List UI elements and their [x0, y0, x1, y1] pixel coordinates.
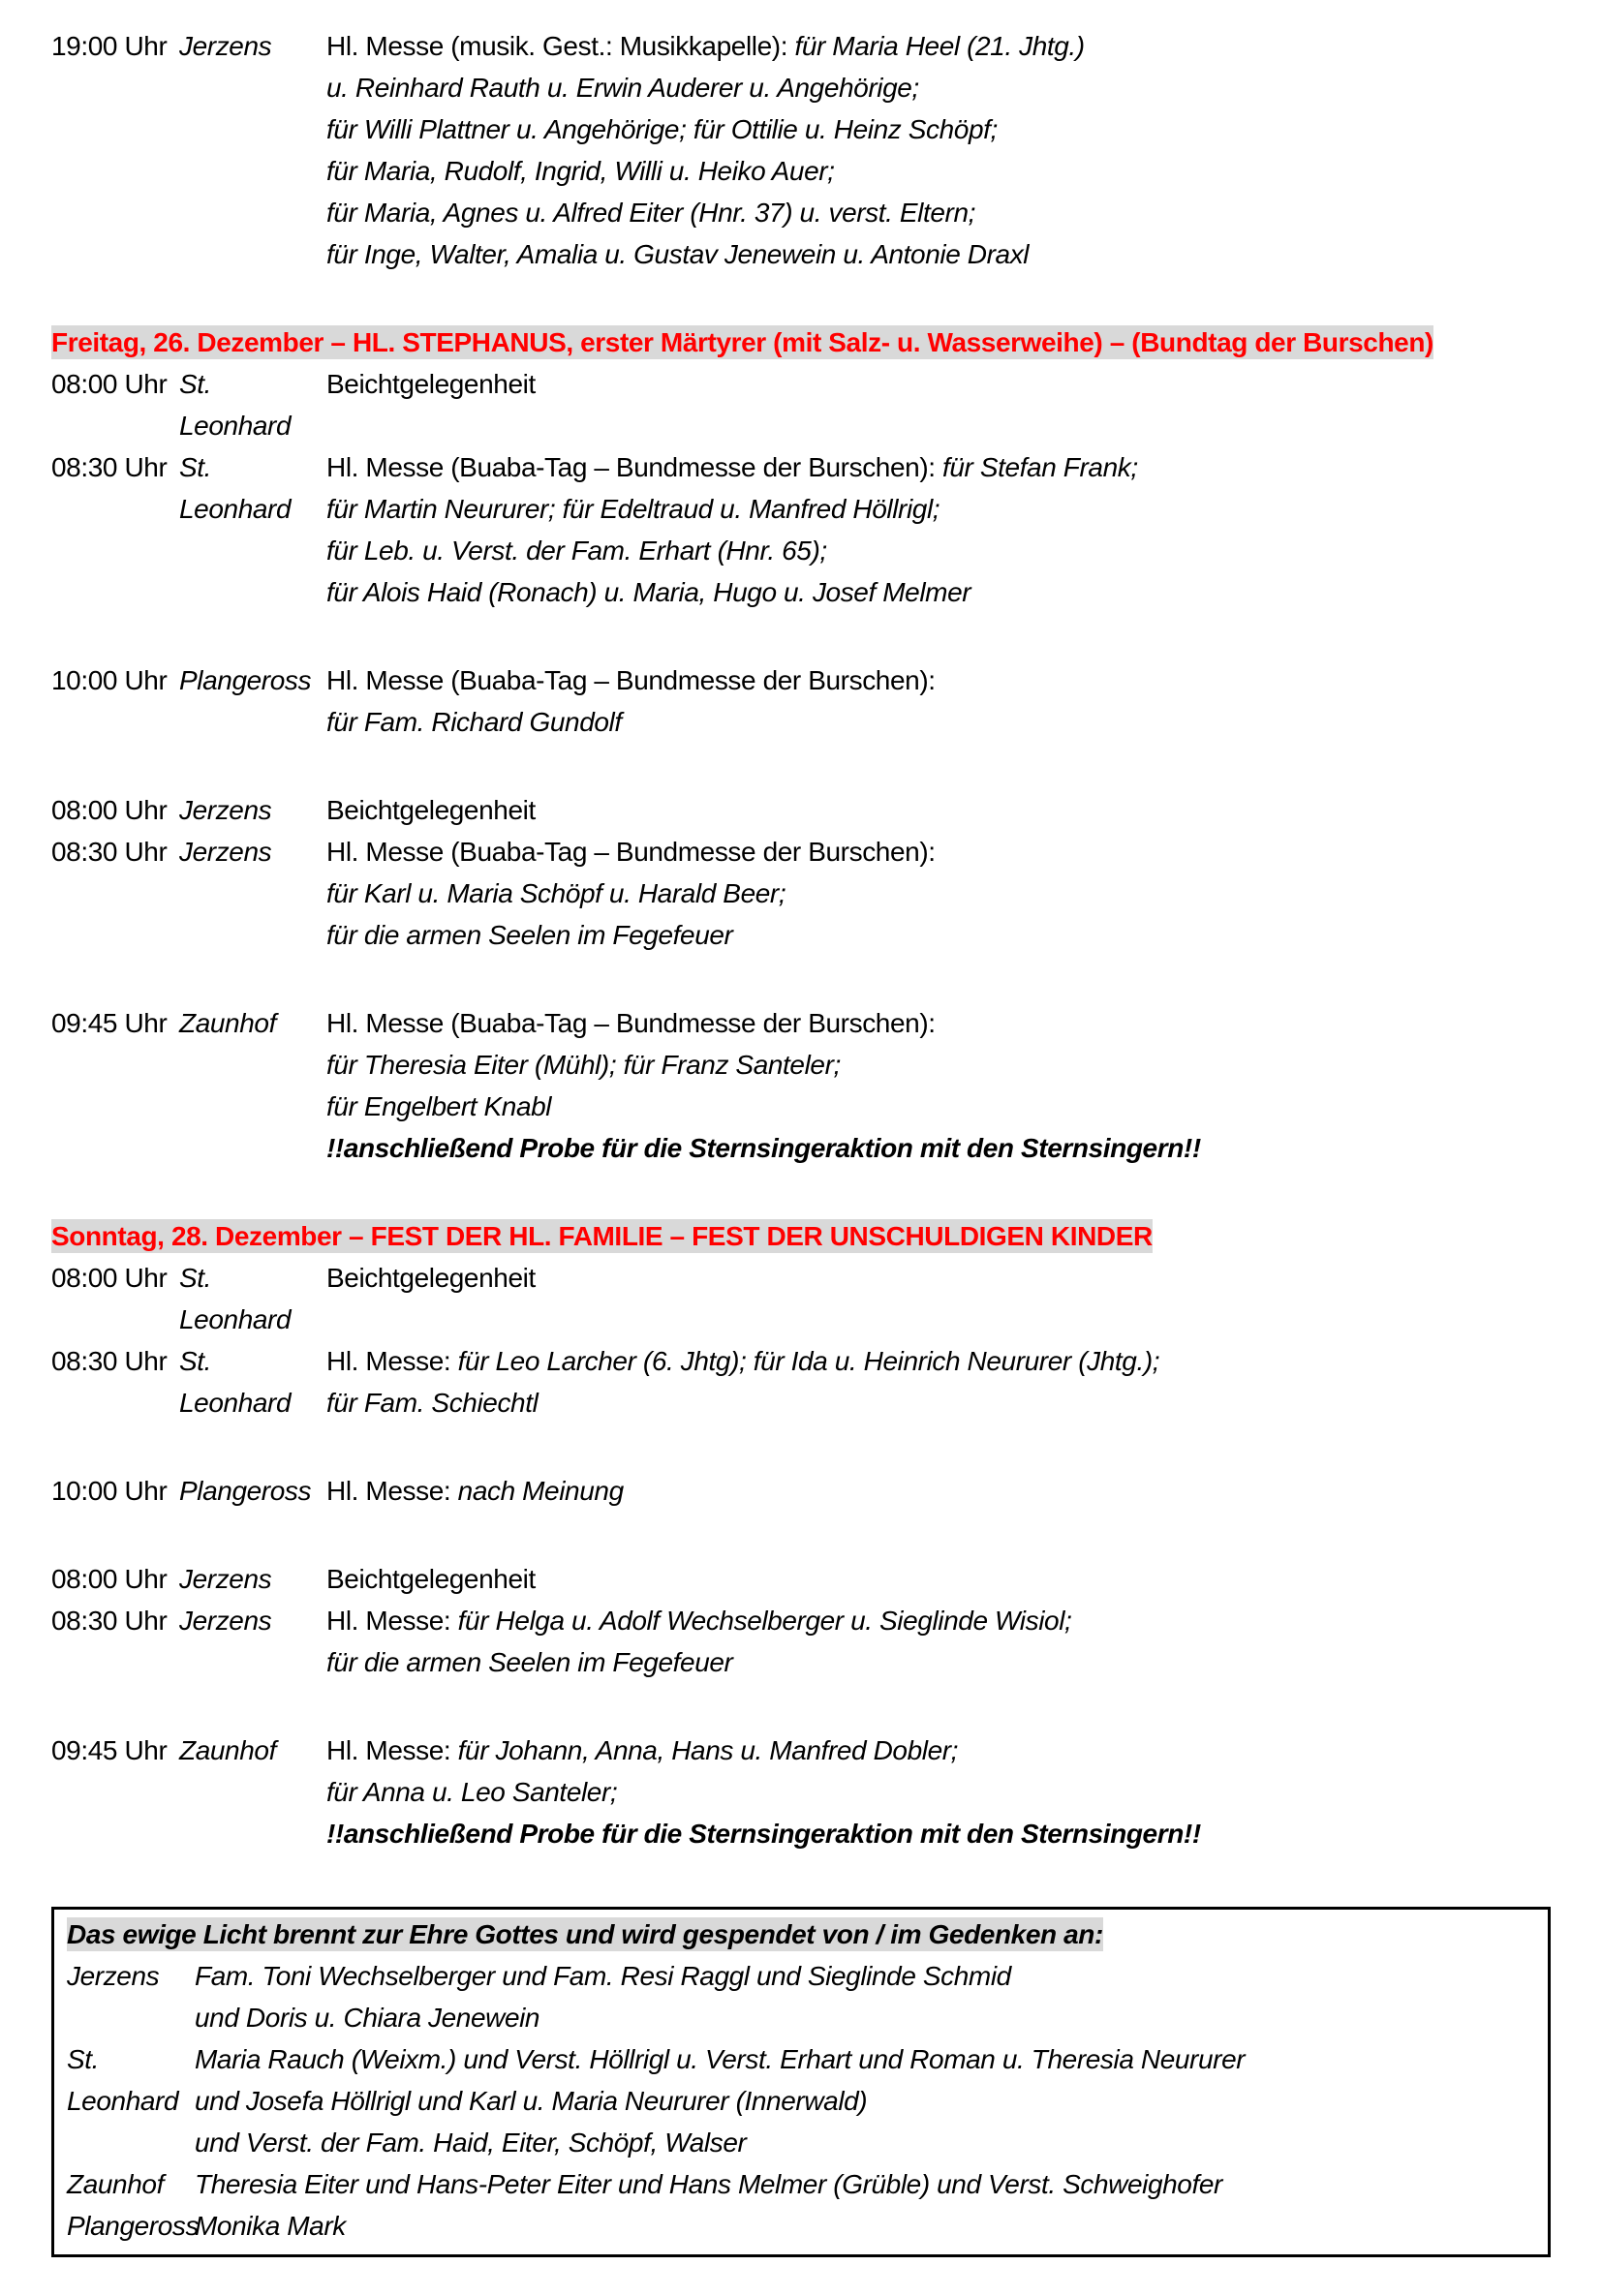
eternal-light-row — [67, 2205, 1536, 2247]
text-segment: für Inge, Walter, Amalia u. Gustav Jenewein u. Antonie Draxl — [326, 239, 1030, 269]
description-line — [326, 1382, 1551, 1424]
text-segment: !!anschließend Probe für die Sternsingeraktion mit den Sternsingern!! — [326, 1133, 1201, 1163]
day-heading-text: Sonntag, 28. Dezember – FEST DER HL. FAMILIE – FEST DER UNSCHULDIGEN KINDER — [51, 1221, 1153, 1251]
entry-time: 10:00 Uhr — [51, 665, 168, 695]
entry-time: 08:00 Uhr — [51, 369, 168, 399]
schedule-entry — [51, 1730, 1551, 1854]
description-line — [326, 872, 1551, 914]
day-heading-text: Freitag, 26. Dezember – HL. STEPHANUS, erster Märtyrer (mit Salz- u. Wasserweihe) – (Bundtag der Burschen) — [51, 327, 1433, 357]
entry-location: Jerzens — [179, 795, 272, 825]
entry-description — [326, 1470, 1551, 1512]
vertical-gap — [51, 275, 1551, 321]
description-line — [326, 530, 1551, 571]
entry-time: 08:00 Uhr — [51, 1564, 168, 1594]
description-line — [326, 789, 1551, 831]
eternal-light-location: St. Leonhard — [67, 2044, 179, 2116]
vertical-gap — [51, 1424, 1551, 1470]
description-line — [326, 1086, 1551, 1127]
eternal-light-box — [51, 1907, 1551, 2257]
description-line — [326, 1558, 1551, 1600]
entry-time: 08:00 Uhr — [51, 1263, 168, 1293]
vertical-gap — [51, 613, 1551, 659]
schedule-entry — [51, 25, 1551, 275]
entry-location: Jerzens — [179, 1606, 272, 1636]
description-line — [326, 1340, 1551, 1382]
vertical-gap — [51, 1854, 1551, 1901]
schedule-entry — [51, 1257, 1551, 1340]
entry-description — [326, 1002, 1551, 1169]
entry-time: 09:45 Uhr — [51, 1008, 168, 1038]
description-line — [326, 67, 1551, 108]
entry-time: 09:45 Uhr — [51, 1735, 168, 1765]
entry-description — [326, 789, 1551, 831]
entry-time: 08:30 Uhr — [51, 1606, 168, 1636]
description-line — [326, 659, 1551, 701]
schedule-entry — [51, 831, 1551, 956]
entry-description — [326, 446, 1551, 613]
text-segment: für Johann, Anna, Hans u. Manfred Dobler; — [457, 1735, 959, 1765]
description-line — [326, 150, 1551, 192]
eternal-light-line: Theresia Eiter und Hans-Peter Eiter und Hans Melmer (Grüble) und Verst. Schweighofer — [195, 2169, 1222, 2199]
entry-location: Jerzens — [179, 837, 272, 867]
entry-location: Zaunhof — [179, 1008, 276, 1038]
eternal-light-text — [195, 1955, 1536, 2038]
vertical-gap — [51, 743, 1551, 789]
mass-schedule-content — [51, 25, 1551, 2257]
entry-location: Plangeross — [179, 1476, 312, 1506]
description-line — [326, 571, 1551, 613]
text-segment: für Fam. Richard Gundolf — [326, 707, 622, 737]
description-line — [326, 108, 1551, 150]
text-segment: Hl. Messe: — [326, 1476, 458, 1506]
description-line — [326, 488, 1551, 530]
eternal-light-text — [195, 2205, 1536, 2247]
entry-location: St. Leonhard — [179, 369, 292, 441]
entry-time: 19:00 Uhr — [51, 31, 168, 61]
entry-description — [326, 831, 1551, 956]
eternal-light-location: Plangeross — [67, 2211, 200, 2241]
entry-description — [326, 1340, 1551, 1424]
eternal-light-line: Monika Mark — [195, 2211, 346, 2241]
entry-description — [326, 659, 1551, 743]
text-segment: für Engelbert Knabl — [326, 1091, 552, 1121]
vertical-gap — [51, 1683, 1551, 1730]
schedule-entry — [51, 1340, 1551, 1424]
text-segment: für Leb. u. Verst. der Fam. Erhart (Hnr. 65); — [326, 536, 827, 566]
text-segment: für Maria Heel (21. Jhtg.) — [794, 31, 1085, 61]
text-segment: Hl. Messe: — [326, 1606, 458, 1636]
entry-location: Zaunhof — [179, 1735, 276, 1765]
eternal-light-text — [195, 2038, 1536, 2163]
entry-time: 10:00 Uhr — [51, 1476, 168, 1506]
entry-description — [326, 1558, 1551, 1600]
description-line — [326, 1470, 1551, 1512]
text-segment: Beichtgelegenheit — [326, 369, 536, 399]
description-line — [326, 446, 1551, 488]
vertical-gap — [51, 1169, 1551, 1215]
text-segment: für die armen Seelen im Fegefeuer — [326, 920, 733, 950]
day-heading — [51, 321, 1524, 363]
entry-time: 08:30 Uhr — [51, 452, 168, 482]
description-line — [326, 1600, 1551, 1641]
description-line — [326, 1002, 1551, 1044]
entry-description — [326, 1257, 1551, 1299]
eternal-light-row — [67, 1955, 1536, 2038]
entry-description — [326, 363, 1551, 405]
description-line — [326, 363, 1551, 405]
entry-description — [326, 1730, 1551, 1854]
schedule-entry — [51, 1002, 1551, 1169]
description-line — [326, 1044, 1551, 1086]
text-segment: Hl. Messe (Buaba-Tag – Bundmesse der Burschen): — [326, 837, 936, 867]
day-heading — [51, 1215, 1524, 1257]
entry-location: St. Leonhard — [179, 1346, 292, 1418]
description-line — [326, 233, 1551, 275]
entry-time: 08:30 Uhr — [51, 1346, 168, 1376]
text-segment: für Maria, Agnes u. Alfred Eiter (Hnr. 37) u. verst. Eltern; — [326, 198, 976, 228]
text-segment: für Anna u. Leo Santeler; — [326, 1777, 618, 1807]
text-segment: Hl. Messe: — [326, 1346, 458, 1376]
text-segment: Beichtgelegenheit — [326, 1263, 536, 1293]
text-segment: für Karl u. Maria Schöpf u. Harald Beer; — [326, 878, 786, 908]
text-segment: Beichtgelegenheit — [326, 795, 536, 825]
schedule-entry — [51, 789, 1551, 831]
vertical-gap — [51, 956, 1551, 1002]
eternal-light-header — [67, 1913, 1536, 1955]
text-segment: für Leo Larcher (6. Jhtg); für Ida u. Heinrich Neururer (Jhtg.); — [457, 1346, 1160, 1376]
description-line — [326, 1813, 1551, 1854]
text-segment: Hl. Messe (Buaba-Tag – Bundmesse der Burschen): — [326, 665, 936, 695]
text-segment: !!anschließend Probe für die Sternsingeraktion mit den Sternsingern!! — [326, 1819, 1201, 1849]
text-segment: Hl. Messe (musik. Gest.: Musikkapelle): — [326, 31, 795, 61]
description-line — [326, 1641, 1551, 1683]
eternal-light-line: Fam. Toni Wechselberger und Fam. Resi Raggl und Sieglinde Schmid — [195, 1961, 1011, 1991]
text-segment: für Martin Neururer; für Edeltraud u. Manfred Höllrigl; — [326, 494, 940, 524]
schedule-entry — [51, 1600, 1551, 1683]
text-segment: u. Reinhard Rauth u. Erwin Auderer u. Angehörige; — [326, 73, 919, 103]
description-line — [326, 1257, 1551, 1299]
text-segment: Hl. Messe: — [326, 1735, 458, 1765]
description-line — [326, 192, 1551, 233]
entry-location: Jerzens — [179, 31, 272, 61]
text-segment: Hl. Messe (Buaba-Tag – Bundmesse der Burschen): — [326, 452, 942, 482]
eternal-light-location: Jerzens — [67, 1961, 160, 1991]
entry-time: 08:00 Uhr — [51, 795, 168, 825]
text-segment: für Helga u. Adolf Wechselberger u. Sieglinde Wisiol; — [457, 1606, 1072, 1636]
description-line — [326, 914, 1551, 956]
entry-time: 08:30 Uhr — [51, 837, 168, 867]
eternal-light-line: Maria Rauch (Weixm.) und Verst. Höllrigl u. Verst. Erhart und Roman u. Theresia Neururer — [195, 2044, 1246, 2074]
description-line — [326, 25, 1551, 67]
text-segment: für Maria, Rudolf, Ingrid, Willi u. Heiko Auer; — [326, 156, 835, 186]
text-segment: Beichtgelegenheit — [326, 1564, 536, 1594]
eternal-light-text — [195, 2163, 1536, 2205]
text-segment: Hl. Messe (Buaba-Tag – Bundmesse der Burschen): — [326, 1008, 936, 1038]
vertical-gap — [51, 1512, 1551, 1558]
description-line — [326, 1771, 1551, 1813]
text-segment: nach Meinung — [457, 1476, 624, 1506]
eternal-light-row — [67, 2038, 1536, 2163]
text-segment: für Fam. Schiechtl — [326, 1388, 539, 1418]
entry-location: St. Leonhard — [179, 452, 292, 524]
text-segment: für die armen Seelen im Fegefeuer — [326, 1647, 733, 1677]
eternal-light-row — [67, 2163, 1536, 2205]
text-segment: für Willi Plattner u. Angehörige; für Ottilie u. Heinz Schöpf; — [326, 114, 998, 144]
eternal-light-location: Zaunhof — [67, 2169, 164, 2199]
text-segment: für Alois Haid (Ronach) u. Maria, Hugo u. Josef Melmer — [326, 577, 971, 607]
text-segment: für Theresia Eiter (Mühl); für Franz Santeler; — [326, 1050, 841, 1080]
entry-description — [326, 1600, 1551, 1683]
description-line — [326, 1730, 1551, 1771]
eternal-light-line: und Josefa Höllrigl und Karl u. Maria Neururer (Innerwald) — [195, 2086, 868, 2116]
text-segment: für Stefan Frank; — [942, 452, 1138, 482]
schedule-entry — [51, 363, 1551, 446]
entry-location: St. Leonhard — [179, 1263, 292, 1334]
description-line — [326, 831, 1551, 872]
entry-description — [326, 25, 1551, 275]
description-line — [326, 701, 1551, 743]
schedule-entry — [51, 446, 1551, 613]
eternal-light-line: und Doris u. Chiara Jenewein — [195, 2003, 540, 2033]
description-line — [326, 1127, 1551, 1169]
schedule-entry — [51, 1470, 1551, 1512]
entry-location: Plangeross — [179, 665, 312, 695]
schedule-entry — [51, 1558, 1551, 1600]
eternal-light-header-text: Das ewige Licht brennt zur Ehre Gottes und wird gespendet von / im Gedenken an: — [67, 1919, 1103, 1949]
eternal-light-line: und Verst. der Fam. Haid, Eiter, Schöpf, Walser — [195, 2128, 747, 2158]
schedule-entry — [51, 659, 1551, 743]
entry-location: Jerzens — [179, 1564, 272, 1594]
